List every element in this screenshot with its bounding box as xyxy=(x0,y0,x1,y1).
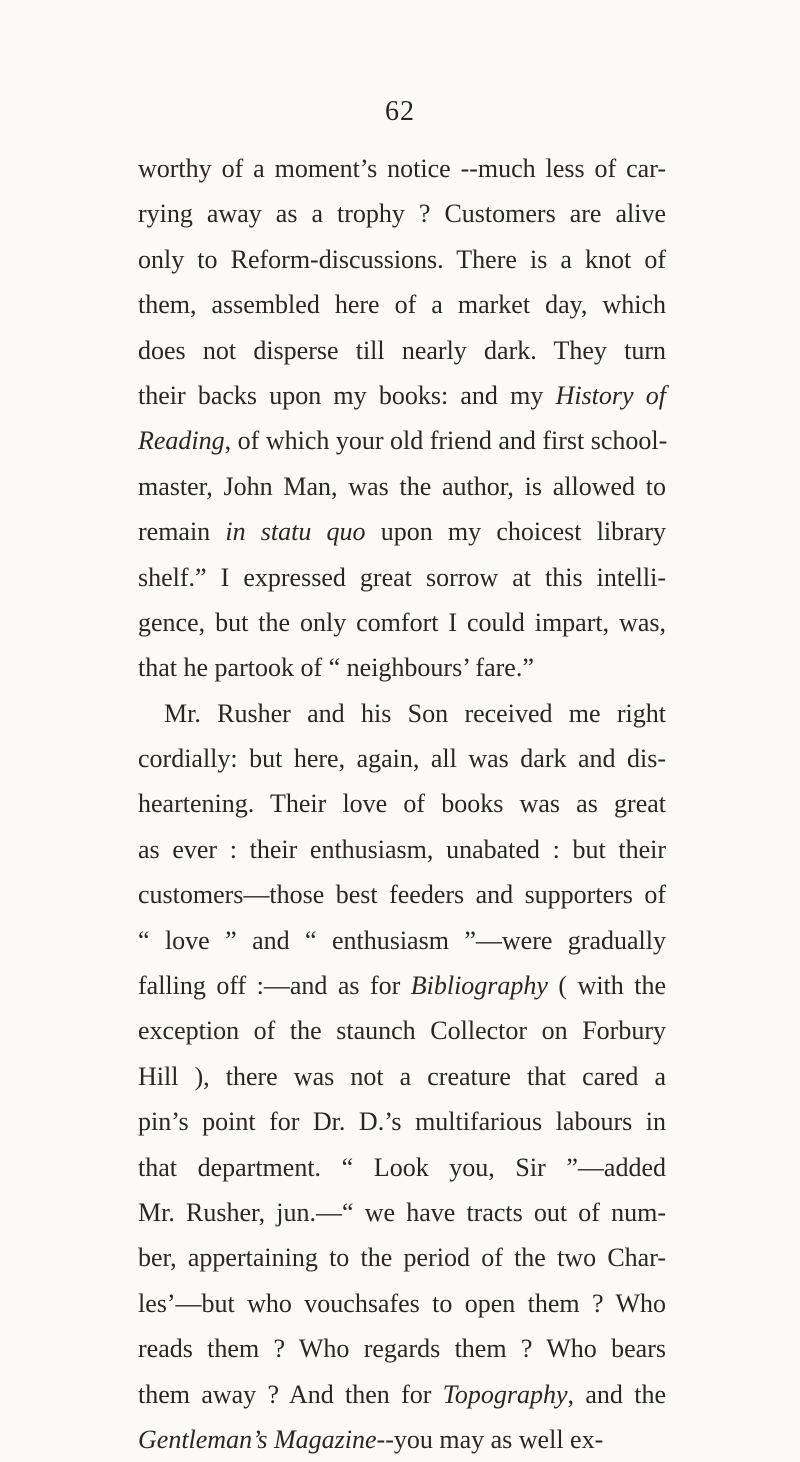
text-run: , of which your old friend and first school- xyxy=(224,426,668,456)
text-line xyxy=(138,282,666,327)
text-line xyxy=(138,191,666,236)
text-line xyxy=(138,872,666,917)
text-run: pin’s point for Dr. D.’s multifarious labours in xyxy=(138,1107,666,1137)
text-run: “ love ” and “ enthusiasm ”—were gradually xyxy=(138,925,666,955)
text-run: Hill ), there was not a creature that cared a xyxy=(138,1061,666,1091)
text-run: gence, but the only comfort I could impart, was, xyxy=(138,607,666,637)
italic-text: Gentleman’s Magazine xyxy=(138,1424,377,1454)
text-run: Mr. Rusher and his Son received me right xyxy=(164,698,666,728)
text-run: reads them ? Who regards them ? Who bears xyxy=(138,1334,666,1364)
italic-text: in statu quo xyxy=(225,517,366,547)
text-run: that department. “ Look you, Sir ”—added xyxy=(138,1152,666,1182)
text-run: Mr. Rusher, jun.—“ we have tracts out of num- xyxy=(138,1197,666,1227)
italic-text: Reading xyxy=(138,426,225,456)
text-line xyxy=(138,328,666,373)
text-run: --you may as well ex- xyxy=(376,1424,604,1454)
italic-text: History of xyxy=(555,380,666,410)
italic-text: Bibliography xyxy=(410,971,548,1001)
text-line xyxy=(138,555,666,600)
text-line xyxy=(138,1235,666,1280)
text-line xyxy=(138,600,666,645)
text-run: exception of the staunch Collector on Forbury xyxy=(138,1016,666,1046)
text-line xyxy=(138,373,666,418)
text-line xyxy=(138,1372,666,1417)
text-line xyxy=(138,464,666,509)
text-line xyxy=(138,827,666,872)
text-run: that he partook of “ neighbours’ fare.” xyxy=(138,653,534,683)
text-line xyxy=(138,237,666,282)
text-run: customers—those best feeders and supporters of xyxy=(138,880,666,910)
text-run: shelf.” I expressed great sorrow at this intelli- xyxy=(138,562,666,592)
text-line xyxy=(138,509,666,554)
text-line xyxy=(138,645,666,690)
text-run: as ever : their enthusiasm, unabated : but their xyxy=(138,834,666,864)
text-line xyxy=(138,1417,666,1462)
text-run: worthy of a moment’s notice --much less of car- xyxy=(138,154,666,183)
text-line xyxy=(138,1281,666,1326)
text-run: rying away as a trophy ? Customers are alive xyxy=(138,199,666,229)
text-line xyxy=(138,1326,666,1371)
text-run: master, John Man, was the author, is allowed to xyxy=(138,471,666,501)
body-text xyxy=(138,146,666,1462)
text-run: cordially: but here, again, all was dark and dis- xyxy=(138,744,666,774)
text-line xyxy=(138,736,666,781)
text-line xyxy=(138,1190,666,1235)
text-run: remain xyxy=(138,517,226,547)
text-run: falling off :—and as for xyxy=(138,971,411,1001)
text-run: heartening. Their love of books was as great xyxy=(138,789,666,819)
text-line xyxy=(138,1145,666,1190)
text-run: upon my choicest library xyxy=(365,517,667,547)
page-number: 62 xyxy=(385,96,415,127)
text-run: les’—but who vouchsafes to open them ? Who xyxy=(138,1288,666,1318)
text-run: does not disperse till nearly dark. They turn xyxy=(138,335,666,365)
text-line xyxy=(138,963,666,1008)
text-line xyxy=(138,918,666,963)
text-run: their backs upon my books: and my xyxy=(138,380,556,410)
text-run: only to Reform-discussions. There is a knot of xyxy=(138,244,666,274)
text-line xyxy=(138,146,666,191)
text-line xyxy=(138,691,666,736)
text-line xyxy=(138,418,666,463)
text-line xyxy=(138,1099,666,1144)
text-run: ( with the xyxy=(547,971,666,1001)
text-line xyxy=(138,1054,666,1099)
text-run: , and the xyxy=(567,1379,666,1409)
text-run: them, assembled here of a market day, which xyxy=(138,290,666,320)
text-run: them away ? And then for xyxy=(138,1379,443,1409)
text-run: ber, appertaining to the period of the two Char- xyxy=(138,1243,666,1273)
text-line xyxy=(138,1008,666,1053)
italic-text: Topography xyxy=(442,1379,568,1409)
text-line xyxy=(138,781,666,826)
